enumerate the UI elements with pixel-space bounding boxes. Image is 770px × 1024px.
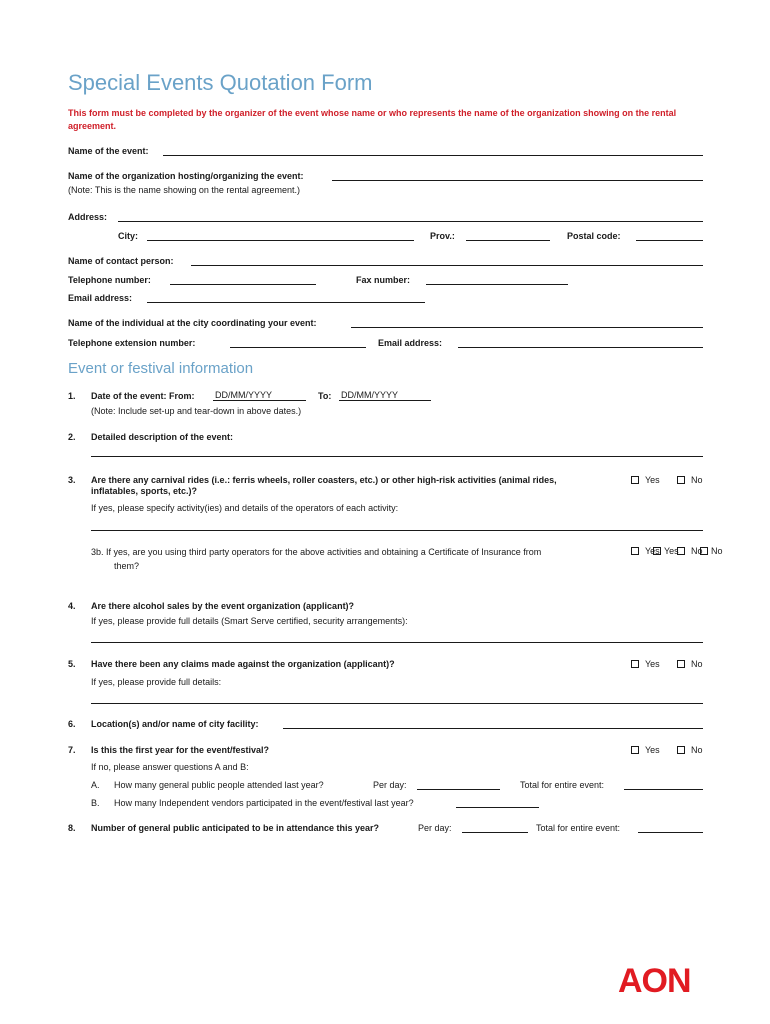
q8-label: Number of general public anticipated to be in attendance this year?	[91, 823, 380, 833]
q8-total-label: Total for entire event:	[536, 823, 621, 833]
q3-label-line1: Are there any carnival rides (i.e.: ferris wheels, roller coasters, etc.) or other high-risk activities (animal rides,	[91, 475, 557, 485]
q7a-label: How many general public people attended last year?	[114, 780, 324, 790]
postal-code-label: Postal code:	[567, 231, 621, 241]
q3-no-label: No	[691, 475, 703, 485]
q6-label: Location(s) and/or name of city facility:	[91, 719, 259, 729]
checkbox-icon[interactable]	[677, 547, 685, 555]
q7a-perday-field[interactable]	[417, 789, 500, 790]
q2-label: Detailed description of the event:	[91, 432, 234, 442]
fax-field[interactable]	[426, 284, 568, 285]
q7-number: 7.	[68, 745, 76, 755]
extension-label: Telephone extension number:	[68, 338, 196, 348]
q3-yes-label: Yes	[645, 475, 660, 485]
email-field[interactable]	[147, 302, 425, 303]
q4-note: If yes, please provide full details (Smart Serve certified, security arrangements):	[91, 616, 408, 626]
q7b-letter: B.	[91, 798, 100, 808]
q7-note: If no, please answer questions A and B:	[91, 762, 249, 772]
org-name-field[interactable]	[332, 180, 703, 181]
q3-field[interactable]	[91, 530, 703, 531]
q3b-label-line1: 3b. If yes, are you using third party operators for the above activities and obtaining a Certificate of Insurance from	[91, 547, 542, 557]
form-title: Special Events Quotation Form	[68, 70, 373, 95]
city-label: City:	[118, 231, 138, 241]
q3-yes-option[interactable]	[631, 475, 660, 485]
q3-note: If yes, please specify activity(ies) and details of the operators of each activity:	[91, 503, 399, 513]
fax-label: Fax number:	[356, 275, 411, 285]
q6-number: 6.	[68, 719, 76, 729]
org-name-label: Name of the organization hosting/organizing the event:	[68, 171, 304, 181]
org-name-note: (Note: This is the name showing on the rental agreement.)	[68, 185, 300, 195]
city-individual-label: Name of the individual at the city coordinating your event:	[68, 318, 317, 328]
email2-field[interactable]	[458, 347, 703, 348]
q8-perday-field[interactable]	[462, 832, 528, 833]
q1-note: (Note: Include set-up and tear-down in above dates.)	[91, 406, 302, 416]
q8-perday-label: Per day:	[418, 823, 452, 833]
form-intro: This form must be completed by the organizer of the event whose name or who represents the name of the organization showing on the rental agreement.	[68, 108, 677, 131]
q3-number: 3.	[68, 475, 76, 485]
q3b-yes-label: Yes	[645, 546, 660, 556]
q8-number: 8.	[68, 823, 76, 833]
q6-field[interactable]	[283, 728, 703, 729]
telephone-field[interactable]	[170, 284, 316, 285]
q1-number: 1.	[68, 391, 76, 401]
q5-label: Have there been any claims made against the organization (applicant)?	[91, 659, 395, 669]
q5-note: If yes, please provide full details:	[91, 677, 222, 687]
checkbox-icon[interactable]	[677, 746, 685, 754]
q3b-yes-overlap-label: Yes	[664, 546, 679, 556]
q5-yes-option[interactable]	[631, 659, 660, 669]
checkbox-icon[interactable]	[631, 660, 639, 668]
prov-label: Prov.:	[430, 231, 455, 241]
address-label: Address:	[68, 212, 108, 222]
q5-field[interactable]	[91, 703, 703, 704]
q1-label: Date of the event: From:	[91, 391, 195, 401]
q4-number: 4.	[68, 601, 76, 611]
q3b-no-overlap-label: No	[711, 546, 723, 556]
email-label: Email address:	[68, 293, 133, 303]
q3-label-line2: inflatables, sports, etc.)?	[91, 486, 198, 496]
q7b-field[interactable]	[456, 807, 539, 808]
q3b-no-overlap[interactable]	[700, 546, 723, 556]
checkbox-icon[interactable]	[677, 660, 685, 668]
q4-field[interactable]	[91, 642, 703, 643]
q7-label: Is this the first year for the event/festival?	[91, 745, 270, 755]
q1-from-line	[213, 400, 306, 401]
q5-no-label: No	[691, 659, 703, 669]
q3-no-option[interactable]	[677, 475, 703, 485]
q5-number: 5.	[68, 659, 76, 669]
checkbox-icon[interactable]	[677, 476, 685, 484]
q4-label: Are there alcohol sales by the event organization (applicant)?	[91, 601, 355, 611]
q1-to-line	[339, 400, 431, 401]
prov-field[interactable]	[466, 240, 550, 241]
q2-field[interactable]	[91, 456, 703, 457]
q5-no-option[interactable]	[677, 659, 703, 669]
event-name-field[interactable]	[163, 155, 703, 156]
checkbox-icon[interactable]	[653, 547, 661, 555]
q7-yes-option[interactable]	[631, 745, 660, 755]
q1-from-value[interactable]: DD/MM/YYYY	[215, 390, 273, 400]
extension-field[interactable]	[230, 347, 366, 348]
q7a-total-label: Total for entire event:	[520, 780, 605, 790]
contact-person-label: Name of contact person:	[68, 256, 174, 266]
q7-yes-label: Yes	[645, 745, 660, 755]
q3b-yes-overlap[interactable]	[653, 546, 679, 556]
q8-total-field[interactable]	[638, 832, 703, 833]
event-info-heading: Event or festival information	[68, 360, 254, 377]
q2-number: 2.	[68, 432, 76, 442]
city-field[interactable]	[147, 240, 414, 241]
q3b-no-label: No	[691, 546, 703, 556]
q7-no-option[interactable]	[677, 745, 703, 755]
checkbox-icon[interactable]	[631, 547, 639, 555]
q5-yes-label: Yes	[645, 659, 660, 669]
q3b-label-line2: them?	[114, 561, 140, 571]
q1-to-value[interactable]: DD/MM/YYYY	[341, 390, 399, 400]
q1-to-label: To:	[318, 391, 332, 401]
address-field[interactable]	[118, 221, 703, 222]
q7a-perday-label: Per day:	[373, 780, 407, 790]
q3b-no-option[interactable]	[677, 546, 703, 556]
postal-code-field[interactable]	[636, 240, 703, 241]
city-individual-field[interactable]	[351, 327, 703, 328]
q7b-label: How many Independent vendors participated in the event/festival last year?	[114, 798, 414, 808]
aon-logo: AON	[618, 962, 691, 1000]
event-name-label: Name of the event:	[68, 146, 149, 156]
contact-person-field[interactable]	[191, 265, 703, 266]
email2-label: Email address:	[378, 338, 443, 348]
checkbox-icon[interactable]	[631, 746, 639, 754]
q7a-total-field[interactable]	[624, 789, 703, 790]
q7-no-label: No	[691, 745, 703, 755]
checkbox-icon[interactable]	[700, 547, 708, 555]
checkbox-icon[interactable]	[631, 476, 639, 484]
telephone-label: Telephone number:	[68, 275, 151, 285]
q7a-letter: A.	[91, 780, 100, 790]
